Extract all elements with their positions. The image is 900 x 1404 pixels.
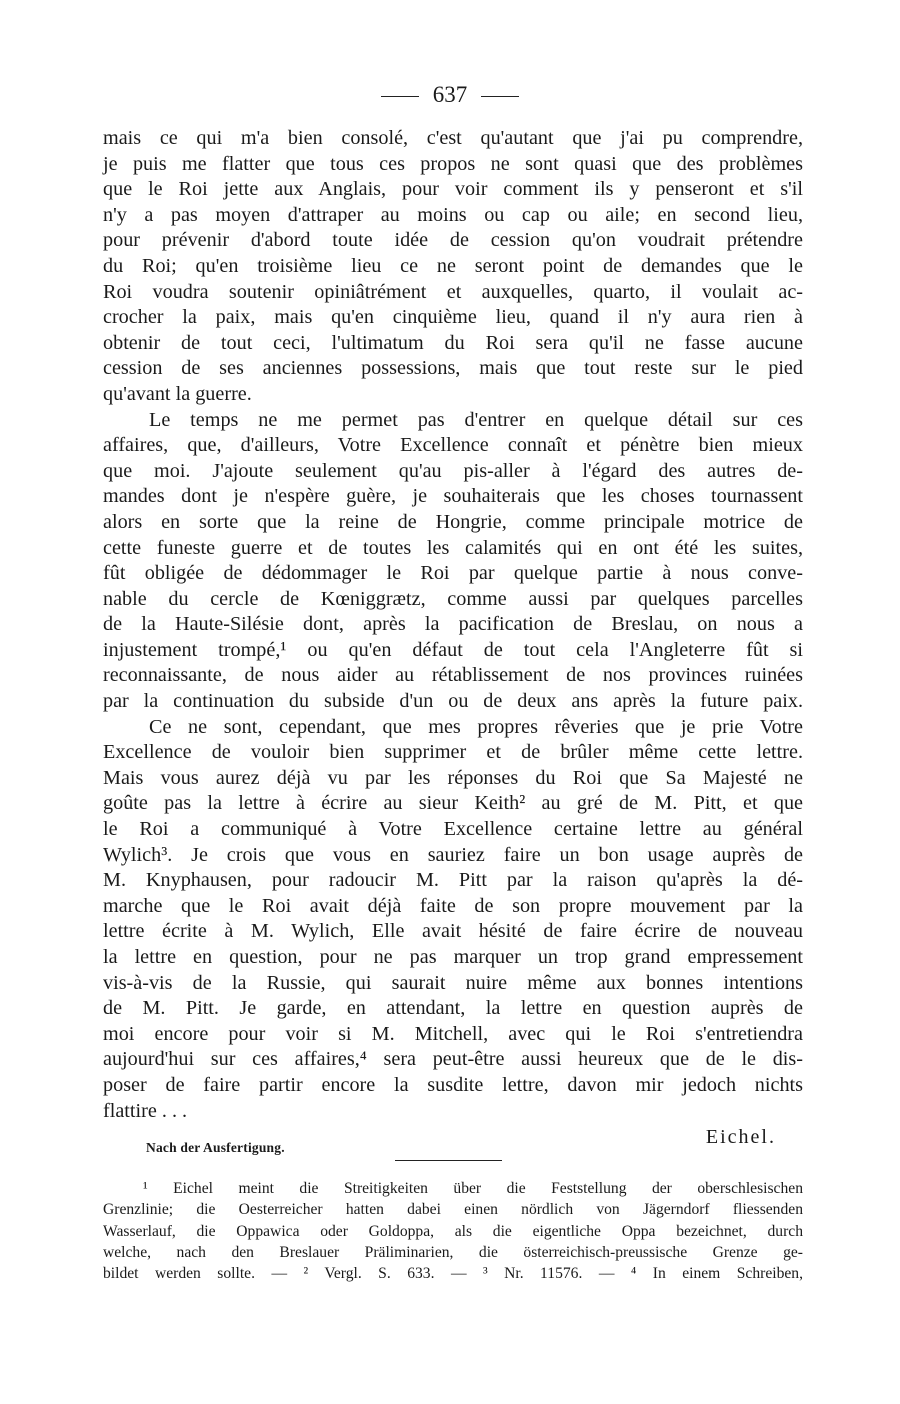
body-line: n'y a pas moyen d'attraper au moins ou cap ou aile; en second lieu,: [103, 203, 803, 226]
body-line: pour prévenir d'abord toute idée de cession qu'on voudrait prétendre: [103, 229, 803, 252]
body-line: de la Haute-Silésie dont, après la pacification de Breslau, on nous a: [103, 613, 803, 636]
signature: Eichel.: [705, 1126, 776, 1148]
body-line: lettre écrite à M. Wylich, Elle avait hésité de faire écrire de nouveau: [103, 920, 803, 943]
footnote-line: Wasserlauf, die Oppawica oder Goldoppa, als die eigentliche Oppa bezeichnet, durch: [103, 1222, 803, 1240]
footnote-divider: [395, 1160, 502, 1161]
body-line: affaires, que, d'ailleurs, Votre Excellence connaît et pénètre bien mieux: [103, 434, 803, 457]
footnote-line: Grenzlinie; die Oesterreicher hatten dabei einen nördlich von Jägerndorf fliessenden: [103, 1201, 803, 1219]
body-line: injustement trompé,¹ ou qu'en défaut de tout cela l'Angleterre fût si: [103, 638, 803, 661]
body-line: le Roi a communiqué à Votre Excellence certaine lettre au général: [103, 818, 803, 841]
footnote-line: ¹ Eichel meint die Streitigkeiten über die Feststellung der oberschlesischen: [143, 1180, 803, 1197]
body-line: cession de ses anciennes possessions, mais que tout reste sur le pied: [103, 357, 803, 380]
body-line: Excellence de vouloir bien supprimer et de brûler même cette lettre.: [103, 741, 803, 764]
page-number: 637: [432, 82, 468, 107]
body-line: mais ce qui m'a bien consolé, c'est qu'autant que j'ai pu comprendre,: [103, 127, 803, 149]
body-line: moi encore pour voir si M. Mitchell, avec qui le Roi s'entretiendra: [103, 1022, 803, 1045]
body-line: Wylich³. Je crois que vous en sauriez faire un bon usage auprès de: [103, 843, 803, 866]
body-line: que le Roi jette aux Anglais, pour voir comment ils y penseront et s'il: [103, 178, 803, 201]
body-line: M. Knyphausen, pour radoucir M. Pitt par la raison qu'après la dé-: [103, 869, 803, 892]
body-line: reconnaissante, de nous aider au rétablissement de nos provinces ruinées: [103, 664, 803, 687]
body-line: je puis me flatter que tous ces propos ne sont quasi que des problèmes: [103, 152, 803, 175]
body-line: Mais vous aurez déjà vu par les réponses du Roi que Sa Majesté ne: [103, 766, 803, 789]
body-line: que moi. J'ajoute seulement qu'au pis-aller à l'égard des autres de-: [103, 459, 803, 482]
signoff: [146, 1126, 776, 1156]
body-line: aujourd'hui sur ces affaires,⁴ sera peut-être aussi heureux que de le dis-: [103, 1048, 803, 1071]
body-line: de M. Pitt. Je garde, en attendant, la lettre en question auprès de: [103, 997, 803, 1020]
body-line: qu'avant la guerre.: [103, 382, 252, 405]
body-line: Ce ne sont, cependant, que mes propres rêveries que je prie Votre: [149, 715, 803, 738]
body-line: goûte pas la lettre à écrire au sieur Keith² au gré de M. Pitt, et que: [103, 792, 803, 815]
body-line: Le temps ne me permet pas d'entrer en quelque détail sur ces: [149, 408, 803, 431]
body-line: cette funeste guerre et de toutes les calamités qui en ont été les suites,: [103, 536, 803, 559]
footnotes: [103, 1178, 803, 1284]
header-dash-left: [381, 96, 419, 97]
body-line: par la continuation du subside d'un ou de deux ans après la future paix.: [103, 690, 803, 713]
body-line: crocher la paix, mais qu'en cinquième lieu, quand il n'y aura rien à: [103, 306, 803, 329]
body-line: obtenir de tout ceci, l'ultimatum du Roi sera qu'il ne fasse aucune: [103, 331, 803, 354]
letter-body: [103, 126, 803, 1124]
source-note: Nach der Ausfertigung.: [146, 1140, 285, 1155]
page-header: [0, 80, 900, 110]
body-line: du Roi; qu'en troisième lieu ce ne seront point de demandes que le: [103, 254, 803, 277]
footnote-line: bildet werden sollte. — ² Vergl. S. 633. — ³ Nr. 11576. — ⁴ In einem Schreiben,: [103, 1265, 803, 1283]
footnote-line: welche, nach den Breslauer Präliminarien, die österreichisch-preussische Grenze ge-: [103, 1243, 803, 1261]
body-line: mandes dont je n'espère guère, je souhaiterais que les choses tournassent: [103, 485, 803, 508]
body-line: marche que le Roi avait déjà faite de son propre mouvement par la: [103, 894, 803, 917]
body-line: Roi voudra soutenir opiniâtrément et auxquelles, quarto, il voulait ac-: [103, 280, 803, 303]
body-line: alors en sorte que la reine de Hongrie, comme principale motrice de: [103, 510, 803, 533]
body-line: flattire . . .: [103, 1099, 188, 1122]
body-line: la lettre en question, pour ne pas marquer un trop grand empressement: [103, 946, 803, 968]
header-dash-right: [481, 96, 519, 97]
body-line: poser de faire partir encore la susdite lettre, davon mir jedoch nichts: [103, 1073, 803, 1096]
body-line: vis-à-vis de la Russie, qui saurait nuire même aux bonnes intentions: [103, 971, 803, 994]
body-line: nable du cercle de Kœniggrætz, comme aussi par quelques parcelles: [103, 587, 803, 610]
body-line: fût obligée de dédommager le Roi par quelque partie à nous conve-: [103, 562, 803, 585]
